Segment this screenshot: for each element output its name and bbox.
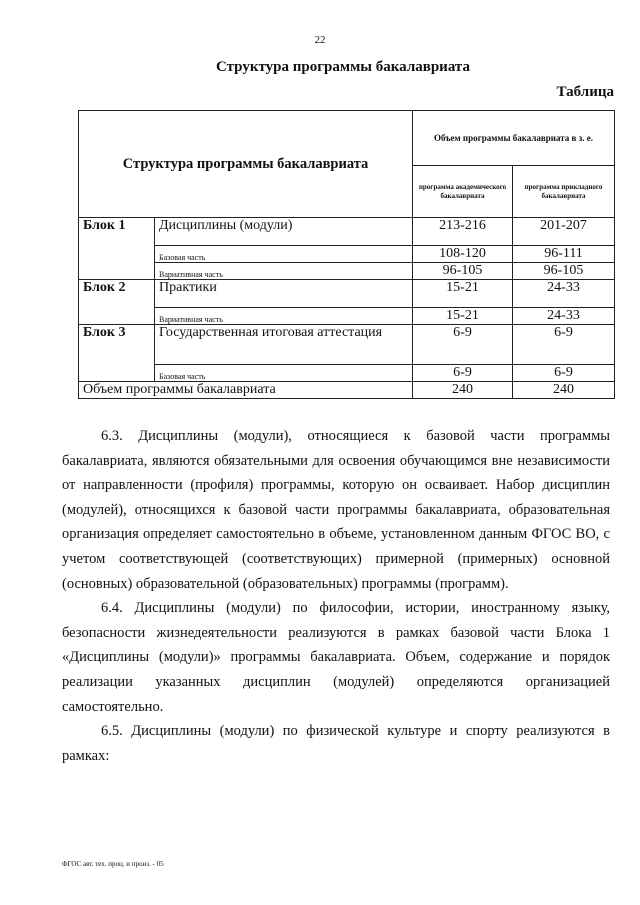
sub-part-cell: Базовая часть xyxy=(155,246,413,263)
footer-note: ФГОС авт. тех. проц. и произ. - 05 xyxy=(62,860,164,868)
block-name-cell: Блок 1 xyxy=(79,218,155,246)
page-title: Структура программы бакалавриата xyxy=(216,59,470,75)
total-academic-cell: 240 xyxy=(413,382,513,399)
program-structure-table xyxy=(78,110,615,399)
header-applied: программа прикладного бакалавриата xyxy=(513,166,615,218)
block-name-cell xyxy=(79,263,155,280)
total-row xyxy=(79,382,615,399)
applied-volume-cell: 96-111 xyxy=(513,246,615,263)
page-number: 22 xyxy=(314,34,326,46)
academic-volume-cell: 15-21 xyxy=(413,280,513,308)
table-row xyxy=(79,280,615,308)
block-title-cell: Государственная итоговая аттестация xyxy=(155,325,413,365)
table-row xyxy=(79,246,615,263)
table-row xyxy=(79,308,615,325)
applied-volume-cell: 24-33 xyxy=(513,280,615,308)
sub-part-cell: Вариативная часть xyxy=(155,263,413,280)
paragraph-6-4: 6.4. Дисциплины (модули) по философии, истории, иностранному языку, безопасности жизнедеятельности реализуются в рамках базовой части Блока 1 «Дисциплины (модули)» программы бакалавриата. Объем, содержание и порядок реализации указанных дисциплин (модулей) определяются организацией самостоятельно. xyxy=(62,600,610,715)
block-name-cell: Блок 2 xyxy=(79,280,155,308)
block-name-cell xyxy=(79,308,155,325)
block-name-cell xyxy=(79,246,155,263)
table-label: Таблица xyxy=(556,84,614,100)
total-applied-cell: 240 xyxy=(513,382,615,399)
block-name-cell: Блок 3 xyxy=(79,325,155,365)
body-text xyxy=(62,424,610,768)
total-label-cell: Объем программы бакалавриата xyxy=(79,382,413,399)
academic-volume-cell: 108-120 xyxy=(413,246,513,263)
paragraph-6-5: 6.5. Дисциплины (модули) по физической культуре и спорту реализуются в рамках: xyxy=(62,723,610,764)
academic-volume-cell: 6-9 xyxy=(413,325,513,365)
table-body xyxy=(79,111,615,399)
block-title-cell: Практики xyxy=(155,280,413,308)
academic-volume-cell: 15-21 xyxy=(413,308,513,325)
table-row xyxy=(79,325,615,365)
academic-volume-cell: 6-9 xyxy=(413,365,513,382)
applied-volume-cell: 24-33 xyxy=(513,308,615,325)
sub-part-cell: Базовая часть xyxy=(155,365,413,382)
sub-part-cell: Вариативная часть xyxy=(155,308,413,325)
header-structure: Структура программы бакалавриата xyxy=(79,111,413,218)
paragraph-6-3: 6.3. Дисциплины (модули), относящиеся к базовой части программы бакалавриата, являются обязательными для освоения обучающимся вне независимости от направленности (профиля) программы, которую он осваивает. Набор дисциплин (модулей), относящихся к базовой части программы бакалавриата, образовательная организация определяет самостоятельно в объеме, установленном данным ФГОС ВО, с учетом соответствующей (соответствующих) примерной (примерных) основной (основных) образовательной (образовательных) программы (программ). xyxy=(62,428,610,592)
applied-volume-cell: 6-9 xyxy=(513,365,615,382)
table-row xyxy=(79,365,615,382)
academic-volume-cell: 213-216 xyxy=(413,218,513,246)
applied-volume-cell: 201-207 xyxy=(513,218,615,246)
applied-volume-cell: 6-9 xyxy=(513,325,615,365)
block-name-cell xyxy=(79,365,155,382)
academic-volume-cell: 96-105 xyxy=(413,263,513,280)
header-volume: Объем программы бакалавриата в з. е. xyxy=(413,111,615,166)
applied-volume-cell: 96-105 xyxy=(513,263,615,280)
block-title-cell: Дисциплины (модули) xyxy=(155,218,413,246)
header-academic: программа академического бакалавриата xyxy=(413,166,513,218)
table-row xyxy=(79,218,615,246)
table-row xyxy=(79,263,615,280)
